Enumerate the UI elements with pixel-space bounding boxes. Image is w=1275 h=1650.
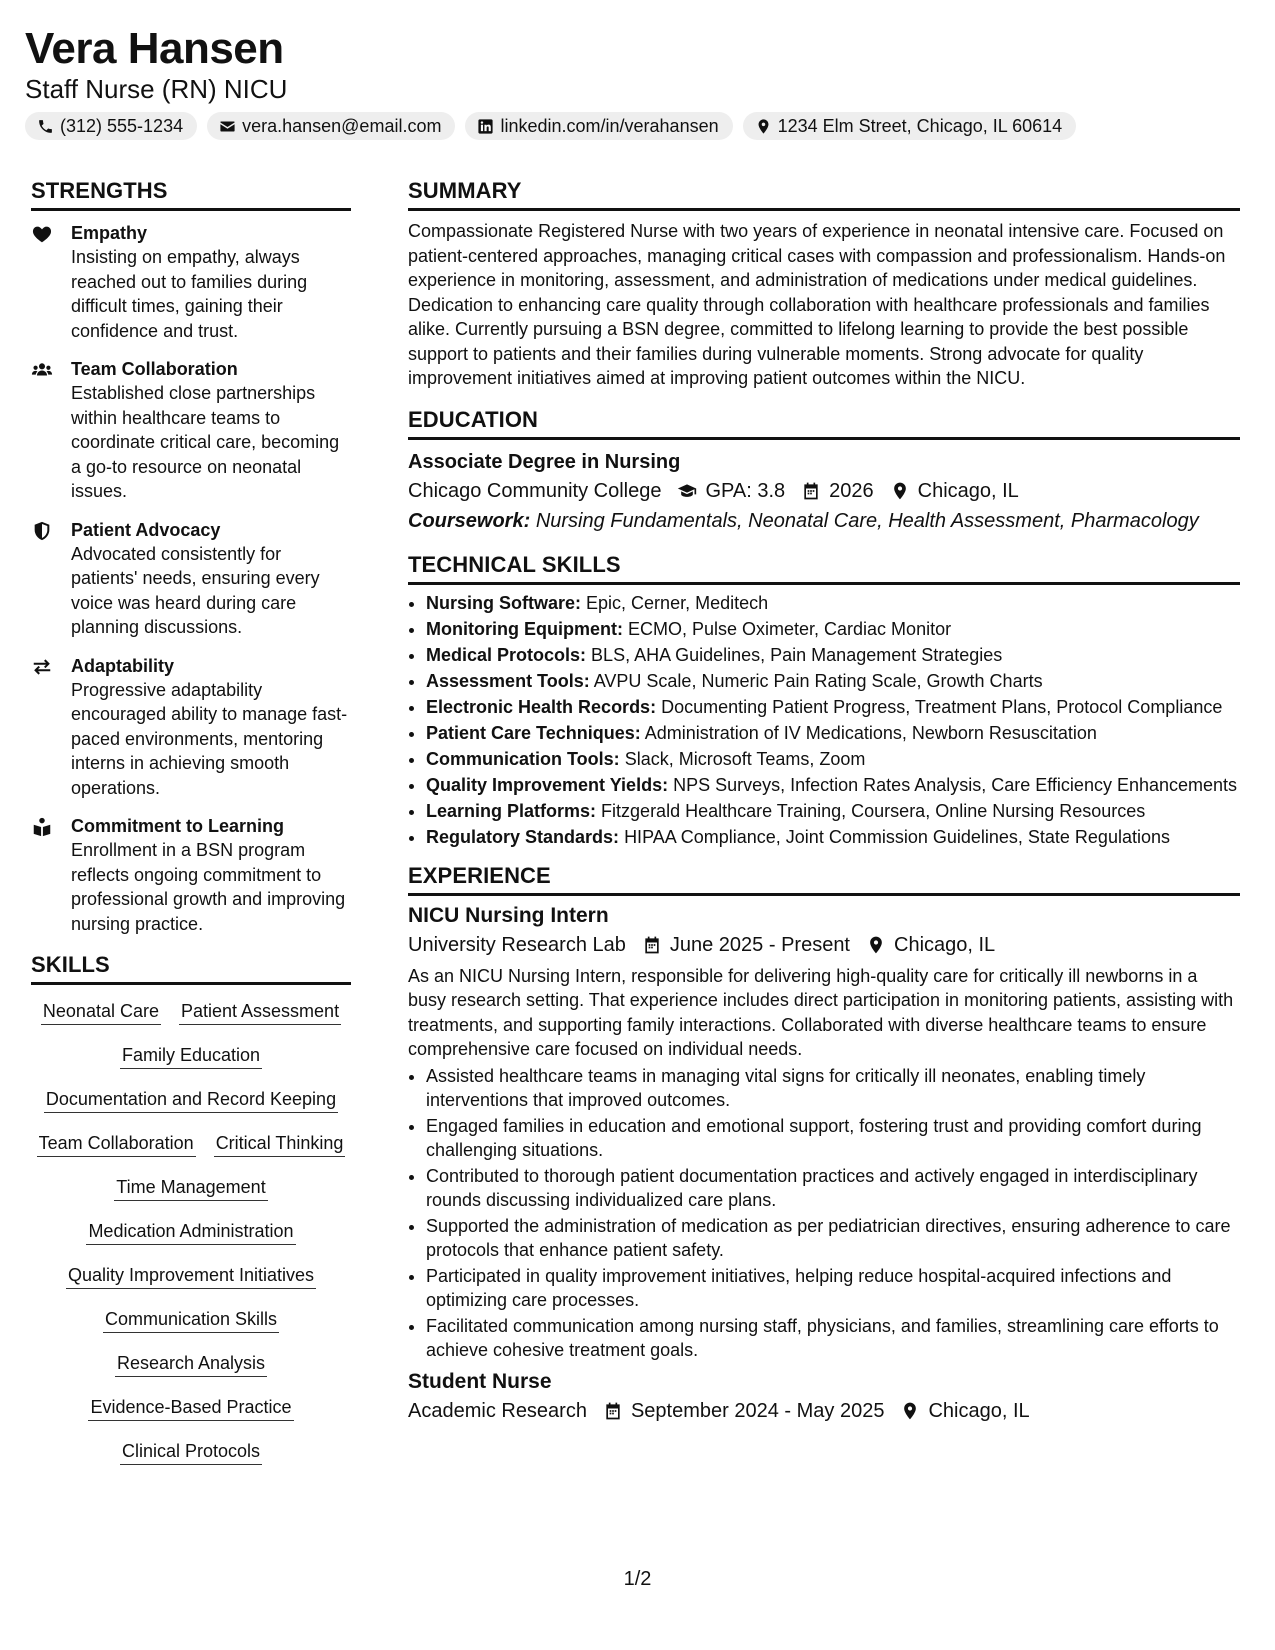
degree-name: Associate Degree in Nursing	[408, 450, 681, 473]
list-item	[426, 643, 1240, 667]
skill-category: Patient Care Techniques:	[426, 722, 641, 743]
list-item	[426, 591, 1240, 615]
graduation-year: 2026	[829, 479, 874, 502]
skill-category: Medical Protocols:	[426, 644, 587, 665]
job-description: As an NICU Nursing Intern, responsible for delivering high-quality care for critically ill newborns in a busy research setting. That experience includes direct participation in monitoring patients, assisting with treatments, and supporting family interactions. Collaborated with diverse healthcare teams to ensure comprehensive care focused on individual needs.	[408, 965, 1234, 1059]
list-item	[426, 721, 1240, 745]
employer-name: University Research Lab	[408, 933, 626, 956]
strength-name: Commitment to Learning	[71, 816, 285, 836]
candidate-name: Vera Hansen	[25, 24, 284, 73]
skill-tag: Quality Improvement Initiatives	[66, 1263, 316, 1289]
summary-heading: SUMMARY	[408, 176, 1240, 211]
job-title: Student Nurse	[408, 1369, 552, 1393]
strength-description: Established close partnerships within healthcare teams to coordinate critical care, becoming a go-to resource on neonatal issues.	[71, 383, 340, 501]
skill-category: Monitoring Equipment:	[426, 618, 623, 639]
envelope-icon	[219, 118, 236, 135]
strength-name: Adaptability	[71, 655, 175, 676]
strength-item	[31, 518, 351, 640]
list-item	[426, 747, 1240, 771]
skill-category: Assessment Tools:	[426, 670, 590, 691]
job-location: Chicago, IL	[928, 1399, 1030, 1422]
map-pin-icon	[900, 1401, 920, 1421]
heart-icon	[31, 223, 53, 245]
list-item: • Contributed to thorough patient documentation practices and actively engaged in interdisciplinary rounds discussing individualized care plans.	[426, 1164, 1240, 1212]
list-item	[426, 799, 1240, 823]
education-meta	[408, 476, 1240, 506]
email-text: vera.hansen@email.com	[242, 115, 442, 136]
contact-email[interactable]	[207, 112, 455, 140]
list-item	[426, 617, 1240, 641]
skill-values: Documenting Patient Progress, Treatment Plans, Protocol Compliance	[661, 696, 1223, 717]
page-number: 1/2	[623, 1568, 652, 1590]
skill-tag: Time Management	[114, 1175, 267, 1201]
education-heading: EDUCATION	[408, 405, 1240, 440]
strength-item	[31, 814, 351, 936]
skill-values: BLS, AHA Guidelines, Pain Management Strategies	[591, 644, 1003, 665]
skill-category: Quality Improvement Yields:	[426, 774, 669, 795]
skills-heading: SKILLS	[31, 950, 351, 985]
skill-tag: Research Analysis	[115, 1351, 267, 1377]
job-dates: September 2024 - May 2025	[630, 1399, 885, 1422]
skill-values: Epic, Cerner, Meditech	[586, 592, 769, 613]
strength-item	[31, 357, 351, 504]
coursework-label: Coursework:	[408, 509, 531, 532]
job-title-heading: Staff Nurse (RN) NICU	[25, 74, 288, 104]
skill-tag: Neonatal Care	[41, 999, 161, 1025]
skill-tag: Family Education	[120, 1043, 262, 1069]
strength-description: Progressive adaptability encouraged ability to manage fast-paced environments, mentoring interns in achieving smooth operations.	[71, 679, 348, 798]
strength-description: Advocated consistently for patients' needs, ensuring every voice was heard during care planning discussions.	[71, 543, 320, 637]
summary-text: Compassionate Registered Nurse with two years of experience in neonatal intensive care. Focused on patient-centered approaches, managing critical cases with compassion and professionalism. Hands-on experience in monitoring, assessment, and administration of medications under medical guidelines. Dedication to enhancing care quality through collaboration with healthcare professionals and families alike. Currently pursuing a BSN degree, committed to lifelong learning to provide the best possible support to patients and their families during vulnerable moments. Strong advocate for quality improvement initiatives aimed at improving patient outcomes within the NICU.	[408, 221, 1226, 388]
linkedin-icon	[477, 118, 494, 135]
skill-category: Learning Platforms:	[426, 800, 597, 821]
skill-tag: Critical Thinking	[214, 1131, 346, 1157]
exchange-arrows-icon	[31, 656, 53, 678]
contact-linkedin[interactable]	[465, 112, 732, 140]
job-bullets	[408, 1064, 1240, 1362]
strength-description: Insisting on empathy, always reached out to families during difficult times, gaining their confidence and trust.	[71, 247, 308, 341]
book-reader-icon	[31, 816, 53, 838]
list-item: • Assisted healthcare teams in managing vital signs for critically ill neonates, enabling timely interventions that improved outcomes.	[426, 1064, 1240, 1112]
resume-header	[25, 24, 1250, 140]
right-column	[408, 176, 1240, 1426]
address-text: 1234 Elm Street, Chicago, IL 60614	[777, 115, 1063, 136]
job-meta	[408, 930, 1240, 960]
skill-values: Slack, Microsoft Teams, Zoom	[624, 748, 866, 769]
strength-item	[31, 654, 351, 801]
skill-tag: Evidence-Based Practice	[88, 1395, 293, 1421]
job-entry	[408, 902, 1240, 1362]
contact-row	[25, 112, 1250, 140]
list-item: • Supported the administration of medication as per pediatrician directives, ensuring adherence to care protocols that enhance patient safety.	[426, 1214, 1240, 1262]
phone-text: (312) 555-1234	[60, 115, 184, 136]
calendar-icon	[801, 481, 821, 501]
left-column	[31, 176, 351, 1465]
list-item: • Participated in quality improvement initiatives, helping reduce hospital-acquired infections and optimizing care processes.	[426, 1264, 1240, 1312]
strengths-heading: STRENGTHS	[31, 176, 351, 211]
graduation-cap-icon	[677, 481, 697, 501]
skill-tag: Medication Administration	[86, 1219, 295, 1245]
job-location: Chicago, IL	[894, 933, 996, 956]
list-item: • Facilitated communication among nursing staff, physicians, and families, streamlining care efforts to achieve cohesive treatment goals.	[426, 1314, 1240, 1362]
list-item	[426, 773, 1240, 797]
list-item: • Engaged families in education and emotional support, fostering trust and providing comfort during challenging situations.	[426, 1114, 1240, 1162]
school-name: Chicago Community College	[408, 479, 662, 502]
skill-values: ECMO, Pulse Oximeter, Cardiac Monitor	[627, 618, 952, 639]
skill-category: Electronic Health Records:	[426, 696, 657, 717]
skill-values: AVPU Scale, Numeric Pain Rating Scale, Growth Charts	[593, 670, 1043, 691]
skill-values: Fitzgerald Healthcare Training, Coursera, Online Nursing Resources	[601, 800, 1146, 821]
skill-category: Regulatory Standards:	[426, 826, 620, 847]
strength-description: Enrollment in a BSN program reflects ongoing commitment to professional growth and improving nursing practice.	[71, 840, 346, 934]
contact-address[interactable]	[743, 112, 1077, 140]
list-item	[426, 669, 1240, 693]
map-pin-icon	[890, 481, 910, 501]
skill-values: HIPAA Compliance, Joint Commission Guidelines, State Regulations	[624, 826, 1170, 847]
coursework-list: Nursing Fundamentals, Neonatal Care, Health Assessment, Pharmacology	[535, 509, 1199, 532]
strength-item	[31, 221, 351, 343]
skill-tag: Communication Skills	[103, 1307, 279, 1333]
strength-name: Empathy	[71, 223, 148, 243]
skill-category: Nursing Software:	[426, 592, 582, 613]
shield-icon	[31, 520, 53, 542]
school-location: Chicago, IL	[917, 479, 1019, 502]
contact-phone[interactable]	[25, 112, 197, 140]
job-entry	[408, 1368, 1240, 1426]
skill-tag: Clinical Protocols	[120, 1439, 262, 1465]
experience-heading: EXPERIENCE	[408, 861, 1240, 896]
skill-values: NPS Surveys, Infection Rates Analysis, Care Efficiency Enhancements	[673, 774, 1238, 795]
strengths-list	[31, 221, 351, 936]
job-dates: June 2025 - Present	[669, 933, 850, 956]
skills-list	[31, 999, 351, 1465]
list-item	[426, 825, 1240, 849]
coursework	[408, 506, 1240, 536]
linkedin-text: linkedin.com/in/verahansen	[500, 115, 719, 136]
skill-values: Administration of IV Medications, Newborn Resuscitation	[644, 722, 1097, 743]
users-icon	[31, 359, 53, 381]
calendar-icon	[642, 935, 662, 955]
technical-skills-heading: TECHNICAL SKILLS	[408, 550, 1240, 585]
skill-tag: Documentation and Record Keeping	[44, 1087, 338, 1113]
skill-category: Communication Tools:	[426, 748, 620, 769]
list-item	[426, 695, 1240, 719]
map-pin-icon	[866, 935, 886, 955]
skill-tag: Team Collaboration	[37, 1131, 196, 1157]
strength-name: Patient Advocacy	[71, 519, 221, 540]
employer-name: Academic Research	[408, 1399, 587, 1422]
calendar-icon	[603, 1401, 623, 1421]
map-pin-icon	[755, 118, 772, 135]
technical-skills-list	[408, 591, 1240, 849]
skill-tag: Patient Assessment	[179, 999, 341, 1025]
job-meta	[408, 1396, 1240, 1426]
phone-icon	[37, 118, 54, 135]
strength-name: Team Collaboration	[71, 359, 238, 379]
job-title: NICU Nursing Intern	[408, 903, 609, 927]
gpa-text: GPA: 3.8	[705, 479, 786, 502]
